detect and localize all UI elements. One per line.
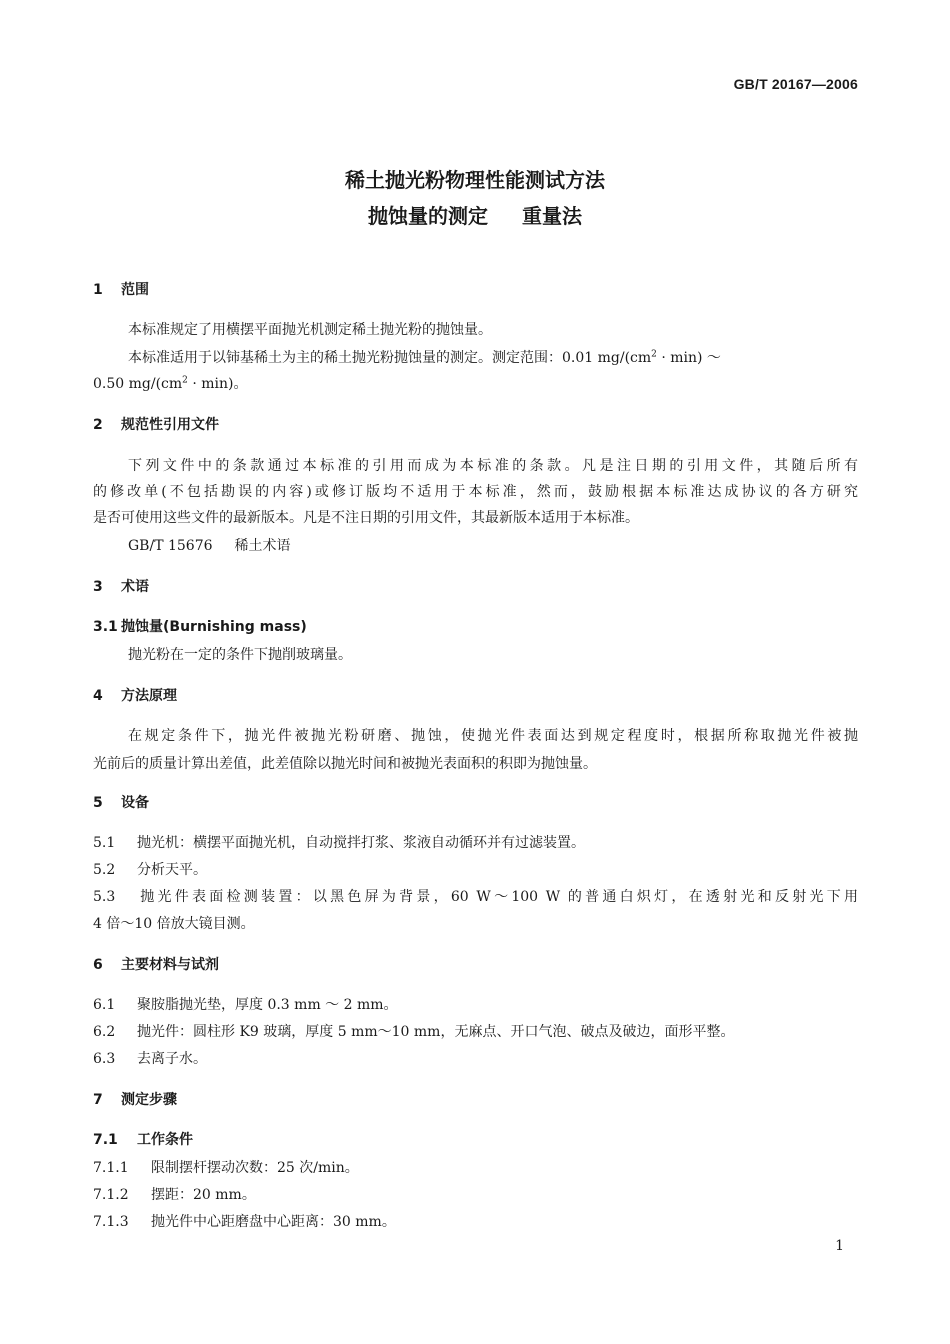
s5-item-3-line-2: 4 倍～10 倍放大镜目测。 <box>93 916 255 932</box>
s2-line-1: 下列文件中的条款通过本标准的引用而成为本标准的条款。凡是注日期的引用文件，其随后所有 <box>128 458 858 474</box>
text: 本标准适用于以铈基稀土为主的稀土抛光粉抛蚀量的测定。测定范围：0.01 mg/(cm <box>128 350 652 366</box>
section-number: 1 <box>93 282 103 298</box>
clause-text: 抛光件中心距磨盘中心距离：30 mm。 <box>151 1214 396 1230</box>
s6-item-3 <box>93 1049 858 1069</box>
text: · min)。 <box>187 376 248 392</box>
section-7-heading <box>93 1090 858 1110</box>
section-number: 4 <box>93 688 103 704</box>
section-3-heading <box>93 577 858 597</box>
s2-line-3: 是否可使用这些文件的最新版本。凡是不注日期的引用文件，其最新版本适用于本标准。 <box>93 510 639 526</box>
clause-number: 5.1 <box>93 835 116 851</box>
section-title: 规范性引用文件 <box>121 417 219 433</box>
s7-item-1 <box>93 1158 858 1178</box>
text: · min) ～ <box>656 350 721 366</box>
s1-paragraph-2-line-2 <box>93 374 858 394</box>
clause-title: 工作条件 <box>137 1132 193 1148</box>
section-title: 设备 <box>121 795 149 811</box>
title-line-2b: 重量法 <box>522 204 582 228</box>
section-2-heading <box>93 415 858 435</box>
clause-text: 抛光件表面检测装置：以黑色屏为背景，60 W～100 W 的普通白炽灯，在透射光和反射光下用 <box>137 889 858 905</box>
clause-number: 7.1 <box>93 1132 118 1148</box>
section-number: 5 <box>93 795 103 811</box>
s5-item-2 <box>93 860 858 880</box>
clause-text: 抛光件：圆柱形 K9 玻璃，厚度 5 mm～10 mm，无麻点、开口气泡、破点及破边，面形平整。 <box>137 1024 735 1040</box>
section-number: 2 <box>93 417 103 433</box>
superscript: 2 <box>182 375 188 386</box>
s5-item-3-line-1 <box>93 887 858 907</box>
s4-line-2: 光前后的质量计算出差值，此差值除以抛光时间和被抛光表面积的积即为抛蚀量。 <box>93 756 597 772</box>
s7-sub-heading <box>93 1130 858 1150</box>
s1-paragraph-1: 本标准规定了用横摆平面抛光机测定稀土抛光粉的抛蚀量。 <box>128 322 492 338</box>
section-1-heading <box>93 280 858 300</box>
clause-text: 聚胺脂抛光垫，厚度 0.3 mm ～ 2 mm。 <box>137 997 398 1013</box>
section-title: 范围 <box>121 282 149 298</box>
title-line-1: 稀土抛光粉物理性能测试方法 <box>345 168 605 192</box>
reference-title: 稀土术语 <box>234 538 291 554</box>
section-title: 测定步骤 <box>121 1092 177 1108</box>
section-title: 术语 <box>121 579 149 595</box>
clause-number: 7.1.2 <box>93 1187 129 1203</box>
clause-text: 抛光机：横摆平面抛光机，自动搅拌打浆、浆液自动循环并有过滤装置。 <box>137 835 585 851</box>
title-line-2a: 抛蚀量的测定 <box>368 204 488 228</box>
clause-title: 抛蚀量(Burnishing mass) <box>121 619 307 635</box>
s4-line-1: 在规定条件下，抛光件被抛光粉研磨、抛蚀，使抛光件表面达到规定程度时，根据所称取抛光件被抛 <box>128 728 858 744</box>
superscript: 2 <box>651 349 657 360</box>
text: 0.50 mg/(cm <box>93 376 183 392</box>
section-number: 7 <box>93 1092 103 1108</box>
clause-text: 去离子水。 <box>137 1051 207 1067</box>
section-title: 主要材料与试剂 <box>121 957 219 973</box>
clause-number: 5.2 <box>93 862 116 878</box>
section-number: 3 <box>93 579 103 595</box>
clause-number: 7.1.1 <box>93 1160 129 1176</box>
title-line-2 <box>0 200 950 229</box>
clause-number: 5.3 <box>93 889 116 905</box>
s7-item-3 <box>93 1212 858 1232</box>
section-6-heading <box>93 955 858 975</box>
s6-item-1 <box>93 995 858 1015</box>
section-number: 6 <box>93 957 103 973</box>
clause-number: 6.3 <box>93 1051 116 1067</box>
s7-item-2 <box>93 1185 858 1205</box>
section-title: 方法原理 <box>121 688 177 704</box>
clause-number: 7.1.3 <box>93 1214 129 1230</box>
clause-text: 限制摆杆摆动次数：25 次/min。 <box>151 1160 359 1176</box>
s1-paragraph-2-line-1 <box>128 348 858 368</box>
s3-definition: 抛光粉在一定的条件下抛削玻璃量。 <box>128 647 352 663</box>
s6-item-2 <box>93 1022 858 1042</box>
standard-code: GB/T 20167—2006 <box>733 76 858 92</box>
s2-reference <box>128 536 858 556</box>
clause-text: 分析天平。 <box>137 862 207 878</box>
clause-number: 6.2 <box>93 1024 116 1040</box>
s2-line-2: 的修改单(不包括勘误的内容)或修订版均不适用于本标准，然而，鼓励根据本标准达成协议的各方研究 <box>93 484 858 500</box>
reference-code: GB/T 15676 <box>128 538 213 554</box>
s3-sub-heading <box>93 617 858 637</box>
page-number: 1 <box>835 1238 844 1254</box>
s5-item-1 <box>93 833 858 853</box>
section-5-heading <box>93 793 858 813</box>
section-4-heading <box>93 686 858 706</box>
clause-number: 6.1 <box>93 997 116 1013</box>
clause-text: 摆距：20 mm。 <box>151 1187 256 1203</box>
clause-number: 3.1 <box>93 619 118 635</box>
